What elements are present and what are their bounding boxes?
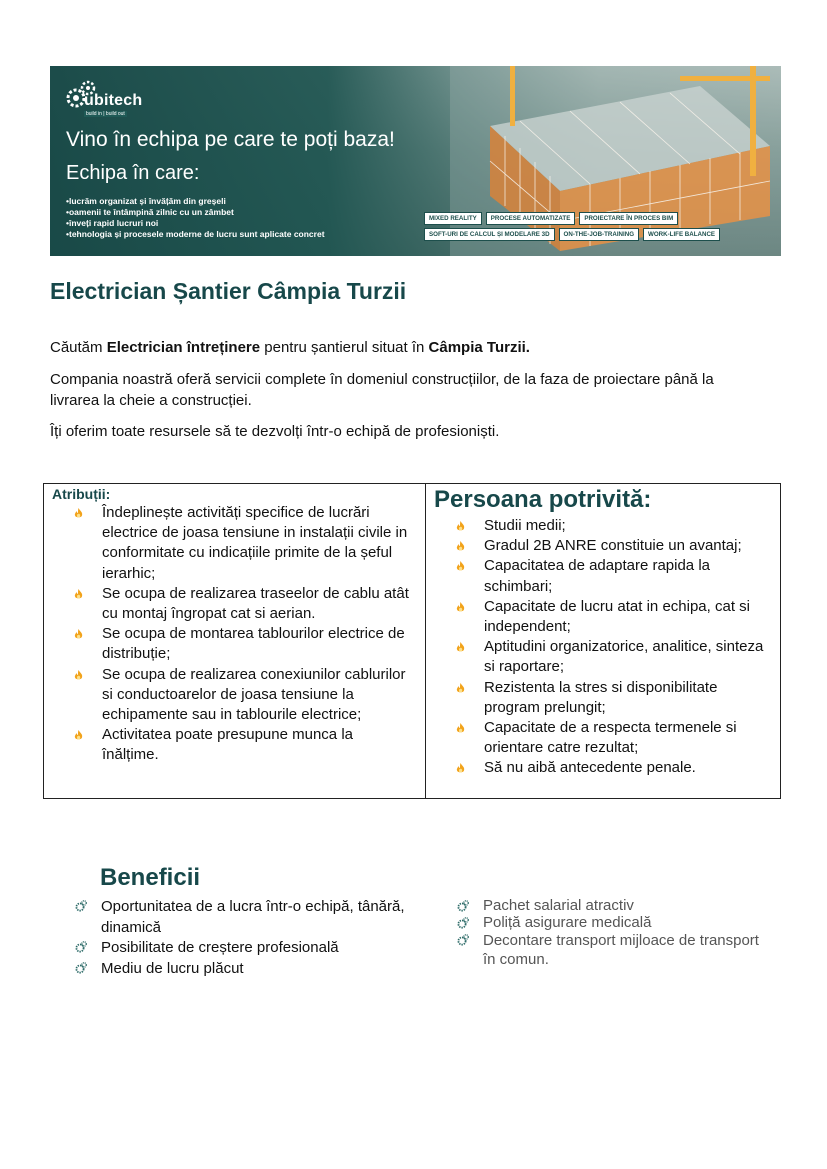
flame-bullet-icon [456, 521, 465, 532]
intro-line: livrarea la cheie a construcției. [50, 392, 252, 409]
banner-bullet: • lucrăm organizat și învățăm din greșeli [66, 196, 325, 207]
duty-item [52, 503, 420, 584]
gear-bullet-icon [457, 900, 469, 912]
benefit-item-text: Oportunitatea de a lucra într-o echipă, tânără, [101, 898, 405, 915]
gear-bullet-icon [457, 917, 469, 929]
profile-item-text: schimbari; [484, 577, 553, 595]
profile-item-text: Capacitate de a respecta termenele si [484, 719, 737, 737]
flame-bullet-icon [456, 763, 465, 774]
logo-wordmark: ubitech [84, 92, 143, 109]
duty-item-text: electrice de joasa tensiune in instalații civile in [102, 524, 408, 542]
benefit-item [75, 897, 425, 938]
profile-item [434, 556, 774, 596]
profile-item-text: Capacitate de lucru atat in echipa, cat si [484, 597, 750, 615]
flame-bullet-icon [456, 561, 465, 572]
duty-item [52, 624, 420, 664]
tag-mixed-reality: MIXED REALITY [424, 212, 482, 225]
gear-bullet-icon [457, 934, 469, 946]
duty-item-text: echipamente sau in tablourile electrice; [102, 706, 362, 724]
profile-list [434, 516, 774, 779]
profile-item-text: independent; [484, 618, 571, 636]
duty-item-text: conformitate cu indicațiile primite de la șeful [102, 544, 393, 562]
profile-item-text: si raportare; [484, 658, 565, 676]
intro-text: Căutăm [50, 339, 107, 356]
profile-item [434, 516, 774, 536]
duty-item-text: distribuție; [102, 645, 171, 663]
ubitech-logo [64, 78, 174, 116]
benefit-item-text: Poliță asigurare medicală [483, 914, 652, 931]
tag-proiectare-bim: PROIECTARE ÎN PROCES BIM [579, 212, 678, 225]
benefit-item-text: în comun. [483, 951, 549, 968]
profile-item [434, 637, 774, 677]
gear-bullet-icon [75, 962, 87, 974]
banner-bullet: • tehnologia și procesele moderne de lucru sunt aplicate concret [66, 229, 325, 240]
tag-procese-automatizate: PROCESE AUTOMATIZATE [486, 212, 576, 225]
profile-item-text: Rezistenta la stres si disponibilitate [484, 678, 718, 696]
duty-item-text: Se ocupa de montarea tablourilor electrice de [102, 625, 405, 643]
profile-item-text: Capacitatea de adaptare rapida la [484, 557, 710, 575]
duty-item [52, 584, 420, 624]
profile-heading: Persoana potrivită: [434, 486, 652, 513]
tag-work-life-balance: WORK-LIFE BALANCE [643, 228, 720, 241]
benefit-item [75, 938, 425, 959]
intro-paragraph-1 [50, 337, 530, 358]
hero-banner [50, 66, 781, 256]
duty-item-text: ierarhic; [102, 564, 156, 582]
benefits-left-column [75, 897, 425, 979]
profile-item [434, 718, 774, 758]
tag-on-the-job-training: ON-THE-JOB-TRAINING [559, 228, 639, 241]
flame-bullet-icon [74, 508, 83, 519]
benefit-item-text: Pachet salarial atractiv [483, 897, 634, 914]
intro-line: Compania noastră oferă servicii complete în domeniul construcțiilor, de la faza de proiectare până la [50, 371, 714, 388]
benefit-item [75, 959, 425, 980]
profile-item [434, 536, 774, 556]
profile-item-text: program prelungit; [484, 698, 606, 716]
benefit-item [457, 897, 777, 914]
benefit-item-text: Mediu de lucru plăcut [101, 959, 244, 977]
duty-item-text: Activitatea poate presupune munca la [102, 726, 353, 744]
flame-bullet-icon [456, 602, 465, 613]
column-divider [425, 484, 426, 798]
gear-bullet-icon [75, 900, 87, 912]
duties-list [52, 503, 420, 766]
duty-item [52, 725, 420, 765]
flame-bullet-icon [74, 589, 83, 600]
flame-bullet-icon [456, 642, 465, 653]
profile-item-text: Studii medii; [484, 517, 566, 534]
benefit-item-text: Decontare transport mijloace de transport [483, 932, 759, 949]
job-details-table [43, 483, 781, 799]
banner-bullets [66, 196, 325, 240]
profile-item-text: orientare catre rezultat; [484, 739, 639, 757]
profile-column [434, 484, 774, 779]
profile-item [434, 597, 774, 637]
banner-tags [424, 212, 774, 244]
benefits-right-column [457, 897, 777, 969]
intro-text: pentru șantierul situat în [260, 339, 429, 356]
benefit-item [457, 914, 777, 931]
profile-item-text: Să nu aibă antecedente penale. [484, 759, 696, 777]
tag-softuri-calcul: SOFT-URI DE CALCUL ȘI MODELARE 3D [424, 228, 555, 241]
banner-bullet: • înveți rapid lucruri noi [66, 218, 325, 229]
duty-item-text: Îndeplinește activități specifice de lucrări [102, 504, 370, 521]
intro-role: Electrician întreținere [106, 339, 261, 356]
benefit-item [457, 931, 777, 969]
gear-bullet-icon [75, 941, 87, 953]
duty-item-text: cu montaj îngropat cat si aerian. [102, 605, 316, 623]
benefits-left-list [75, 897, 425, 979]
duty-item-text: si conductoarelor de joasa tensiune la [102, 685, 354, 703]
profile-item [434, 678, 774, 718]
benefits-right-list [457, 897, 777, 969]
benefits-heading: Beneficii [100, 864, 201, 891]
flame-bullet-icon [456, 683, 465, 694]
duty-item [52, 665, 420, 726]
profile-item-text: Gradul 2B ANRE constituie un avantaj; [484, 537, 742, 555]
intro-paragraph-3: Îți oferim toate resursele să te dezvolți într-o echipă de profesioniști. [50, 423, 500, 440]
benefit-item-text: dinamică [101, 918, 162, 936]
job-title: Electrician Șantier Câmpia Turzii [50, 278, 407, 304]
banner-headline: Vino în echipa pe care te poți baza! [66, 128, 395, 151]
flame-bullet-icon [456, 723, 465, 734]
banner-subheadline: Echipa în care: [66, 162, 200, 184]
benefit-item-text: Posibilitate de creștere profesională [101, 939, 339, 956]
flame-bullet-icon [456, 541, 465, 552]
flame-bullet-icon [74, 629, 83, 640]
intro-paragraph-2 [50, 369, 750, 411]
duty-item-text: Se ocupa de realizarea traseelor de cablu atât [102, 584, 409, 602]
duty-item-text: înălțime. [102, 746, 159, 764]
flame-bullet-icon [74, 730, 83, 741]
intro-location: Câmpia Turzii. [428, 339, 530, 356]
duties-column [52, 486, 420, 766]
profile-item-text: Aptitudini organizatorice, analitice, sinteza [484, 638, 764, 656]
profile-item [434, 758, 774, 778]
duties-heading: Atribuții: [52, 486, 111, 502]
logo-tagline: build in | build out [86, 111, 125, 117]
flame-bullet-icon [74, 670, 83, 681]
banner-bullet: • oamenii te întâmpină zilnic cu un zâmbet [66, 207, 325, 218]
duty-item-text: Se ocupa de realizarea conexiunilor cablurilor [102, 665, 406, 683]
